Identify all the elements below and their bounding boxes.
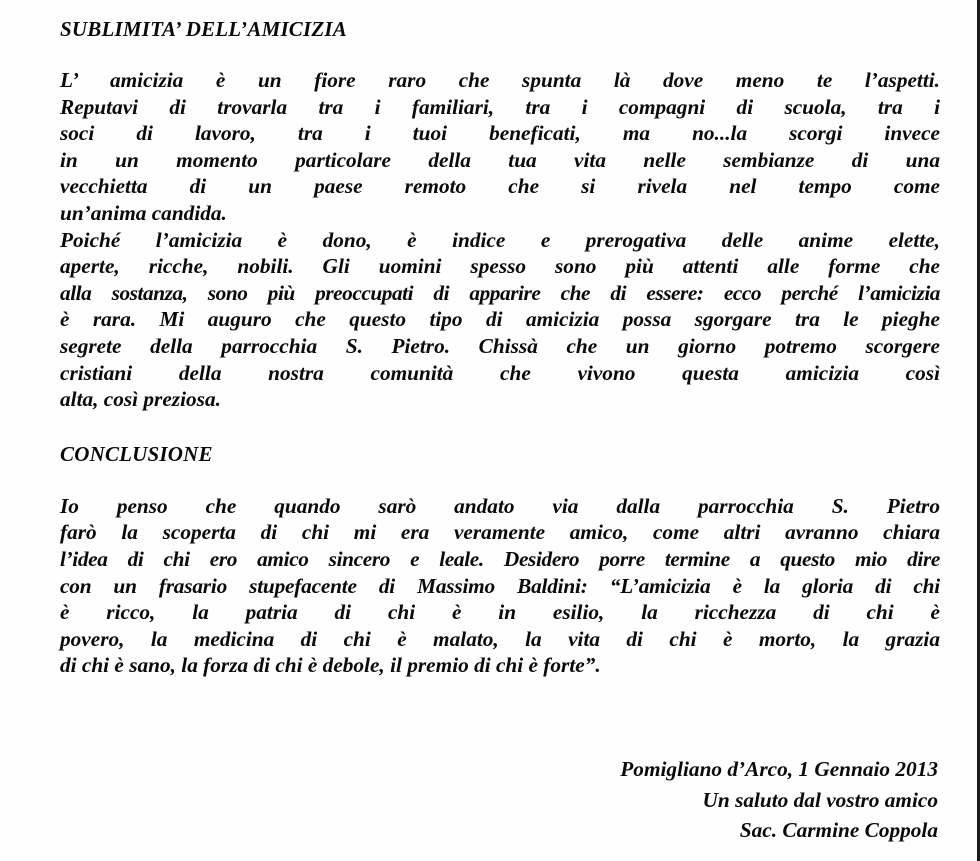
author-name: Sac. Carmine Coppola (739, 818, 938, 842)
signature-block (620, 754, 938, 846)
text-line: Io penso che quando sarò andato via dalla parrocchia S. Pietro (60, 493, 940, 518)
paragraph-conclusione (60, 493, 940, 679)
text-line: aperte, ricche, nobili. Gli uomini spesso sono più attenti alle forme che (60, 254, 940, 279)
text-line: soci di lavoro, tra i tuoi beneficati, ma no...la scorgi invece (60, 121, 940, 146)
text-line: farò la scoperta di chi mi era veramente amico, come altri avranno chiara (60, 520, 940, 545)
text-line: con un frasario stupefacente di Massimo Baldini: “L’amicizia è la gloria di chi (60, 573, 940, 598)
text-line: Reputavi di trovarla tra i familiari, tra i compagni di scuola, tra i (60, 94, 940, 119)
section-title-sublimita: SUBLIMITA’ DELL’AMICIZIA (60, 17, 347, 41)
text-line: povero, la medicina di chi è malato, la vita di chi è morto, la grazia (60, 626, 940, 651)
greeting: Un saluto dal vostro amico (702, 787, 938, 812)
text-line: vecchietta di un paese remoto che si rivela nel tempo come (60, 174, 940, 199)
paragraph-amicizia-fiore (60, 67, 940, 227)
document-body (60, 14, 940, 679)
text-line: cristiani della nostra comunità che vivono questa amicizia così (60, 360, 940, 385)
text-line: alla sostanza, sono più preoccupati di apparire che di essere: ecco perché l’amicizia (60, 280, 940, 305)
text-line: è ricco, la patria di chi è in esilio, la ricchezza di chi è (60, 600, 940, 625)
text-line: l’idea di chi ero amico sincero e leale. Desidero porre termine a questo mio dire (60, 546, 940, 571)
text-line: L’ amicizia è un fiore raro che spunta là dove meno te l’aspetti. (60, 68, 940, 92)
text-line: in un momento particolare della tua vita nelle sembianze di una (60, 147, 940, 172)
place-date: Pomigliano d’Arco, 1 Gennaio 2013 (620, 757, 938, 781)
text-line: segrete della parrocchia S. Pietro. Chissà che un giorno potremo scorgere (60, 333, 940, 358)
paragraph-amicizia-dono (60, 227, 940, 413)
text-line: un’anima candida. (60, 200, 227, 225)
section-title-conclusione: CONCLUSIONE (60, 441, 213, 466)
text-line: alta, così preziosa. (60, 387, 221, 412)
text-line: è rara. Mi auguro che questo tipo di amicizia possa sgorgare tra le pieghe (60, 307, 940, 332)
text-line: di chi è sano, la forza di chi è debole, il premio di chi è forte”. (60, 653, 601, 678)
text-line: Poiché l’amicizia è dono, è indice e prerogativa delle anime elette, (60, 227, 940, 252)
